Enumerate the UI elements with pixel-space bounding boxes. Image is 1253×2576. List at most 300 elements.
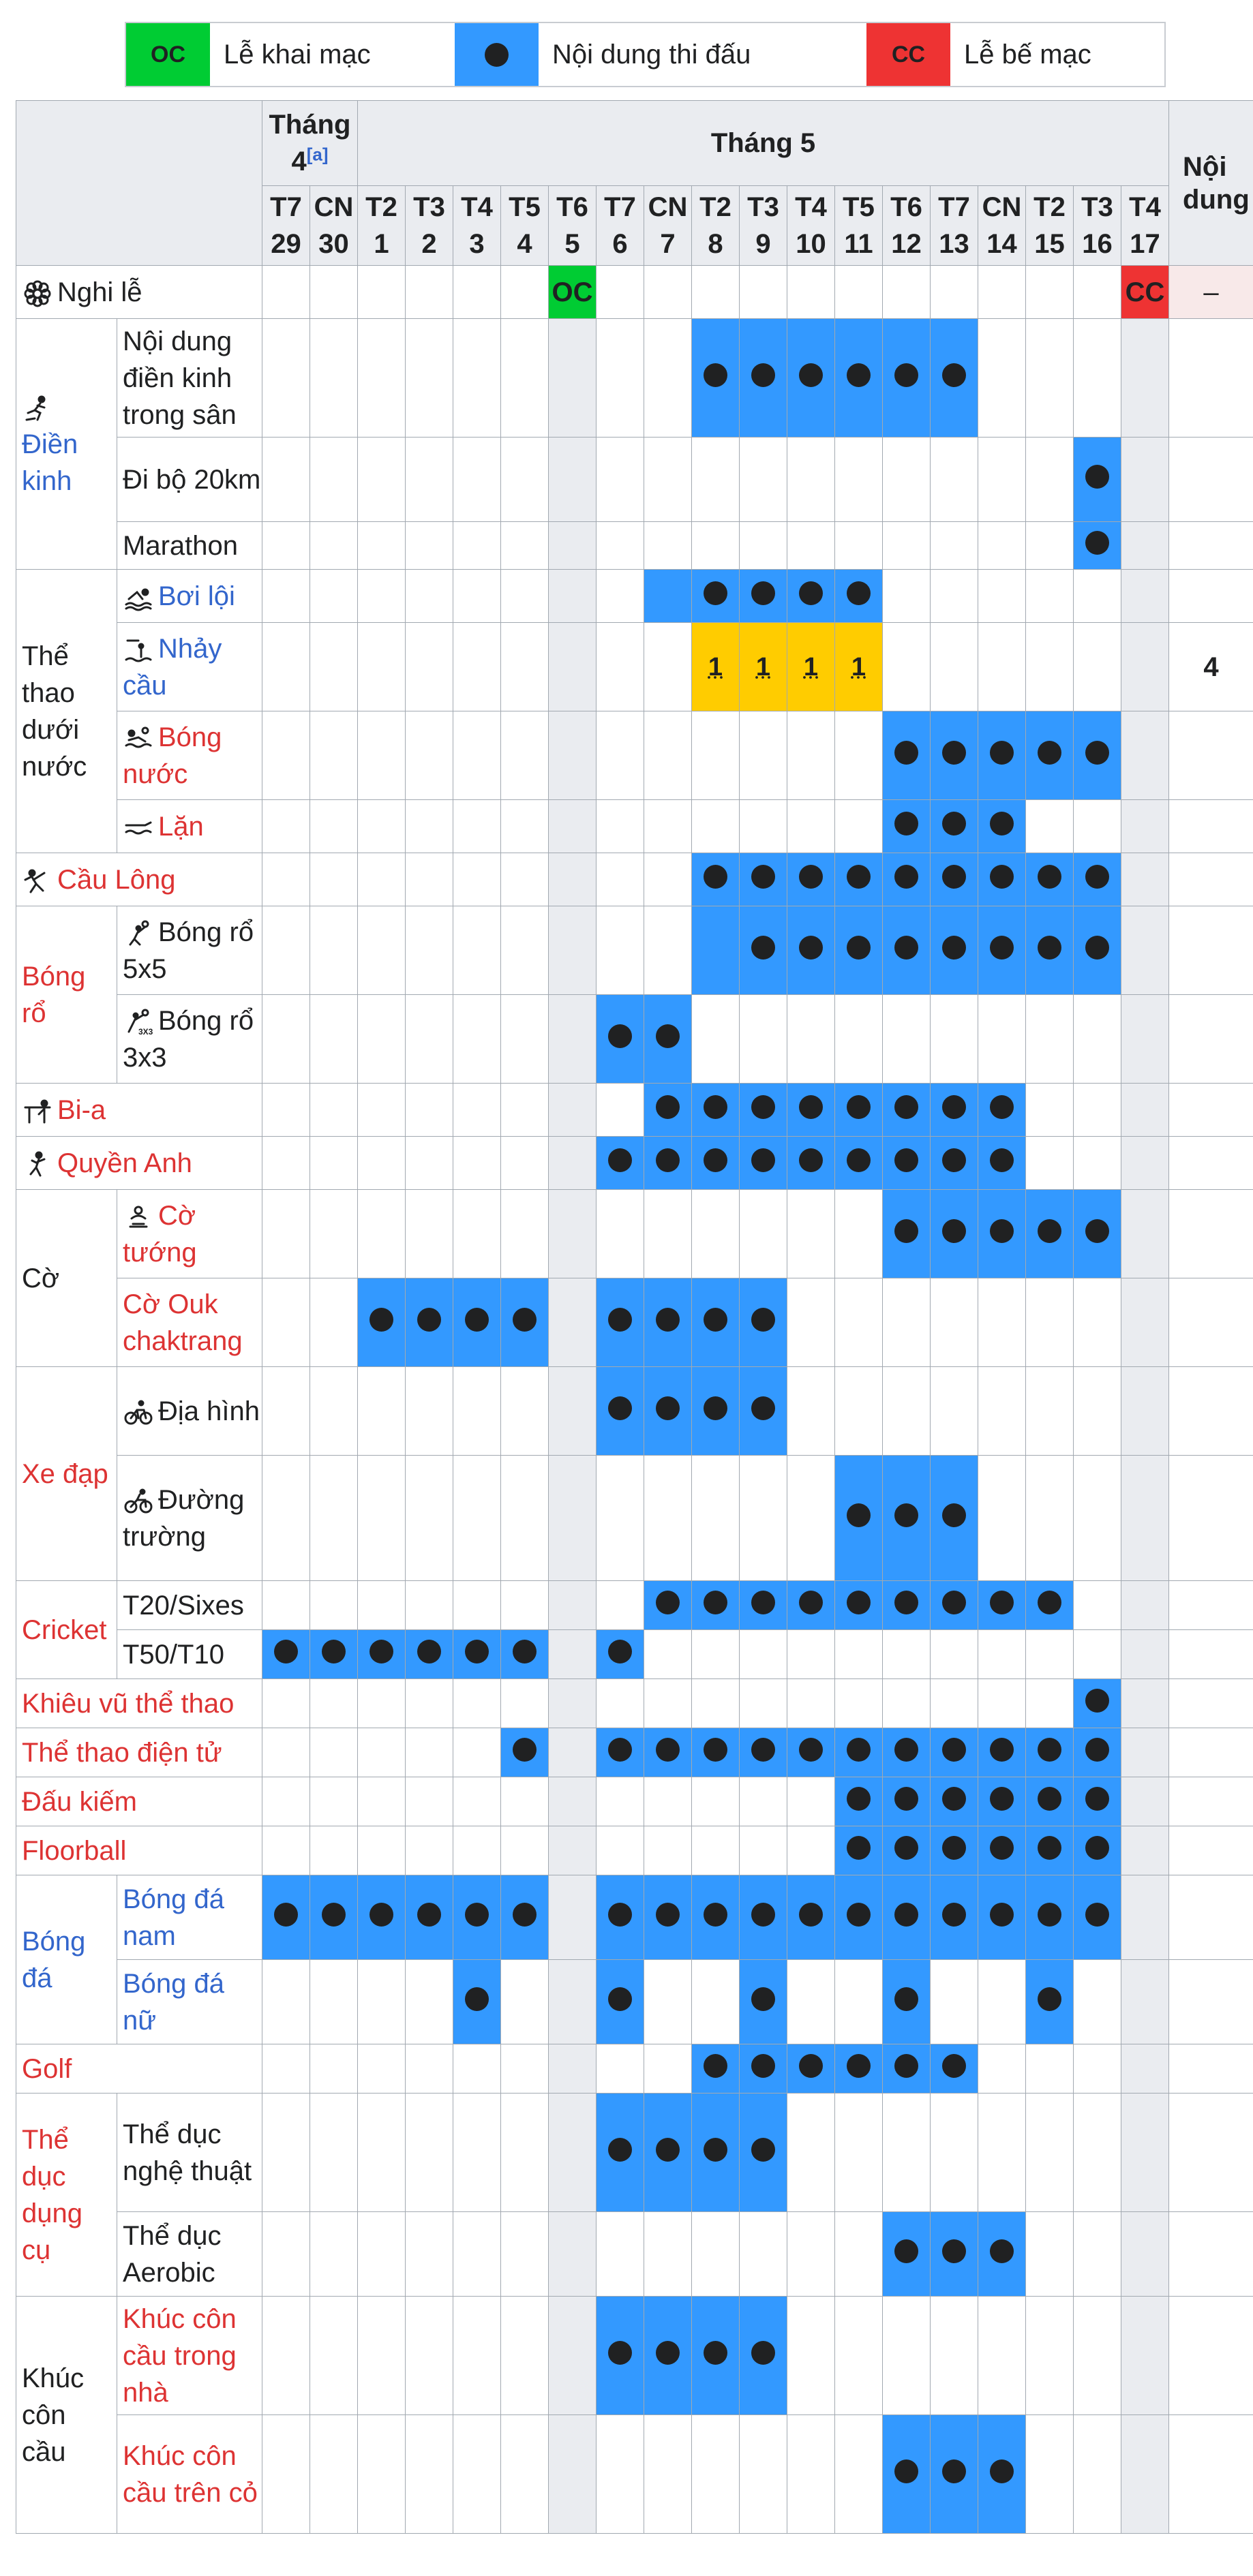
day-header <box>406 186 453 266</box>
schedule-cell <box>501 1190 549 1278</box>
discipline-label[interactable]: Cờ Ouk chaktrang <box>123 1289 243 1356</box>
discipline[interactable] <box>117 1960 262 2044</box>
schedule-cell <box>1074 1137 1121 1190</box>
dot-icon <box>942 812 966 835</box>
dot-icon <box>894 2459 918 2483</box>
schedule-cell <box>310 319 358 438</box>
dot-icon <box>990 2239 1014 2263</box>
schedule-cell <box>931 522 978 570</box>
event-day-cell <box>931 2212 978 2297</box>
event-day-cell <box>740 1728 787 1777</box>
discipline-label: Thể dục Aerobic <box>123 2220 222 2288</box>
day-header <box>1026 186 1074 266</box>
dot-icon <box>465 1987 489 2011</box>
schedule-cell <box>549 1084 597 1137</box>
schedule-cell <box>740 1190 787 1278</box>
dot-icon <box>322 1903 346 1927</box>
schedule-cell <box>262 1278 310 1367</box>
schedule-cell <box>1121 1278 1169 1367</box>
sport-category[interactable] <box>16 906 117 1084</box>
schedule-cell <box>310 711 358 800</box>
schedule-cell <box>787 995 835 1084</box>
dot-icon <box>847 1095 871 1119</box>
event-day-cell <box>883 1875 931 1960</box>
schedule-cell <box>978 1367 1026 1456</box>
table-row <box>16 438 1253 522</box>
schedule-cell <box>740 266 787 319</box>
schedule-cell <box>1121 623 1169 711</box>
schedule-cell <box>310 1367 358 1456</box>
dot-icon <box>942 741 966 765</box>
sport-category-label[interactable]: Thể thao điện tử <box>22 1737 222 1768</box>
table-row <box>16 711 1253 800</box>
schedule-cell <box>262 1581 310 1630</box>
xiangqi-icon <box>123 1203 154 1231</box>
day-number: 9 <box>755 229 771 259</box>
dot-icon <box>942 1836 966 1860</box>
dot-icon <box>990 1738 1014 1762</box>
sport-category-label[interactable]: Điền kinh <box>22 429 78 496</box>
schedule-cell <box>501 623 549 711</box>
table-row <box>16 2297 1253 2415</box>
finswimming-icon <box>123 814 154 842</box>
table-row <box>16 1190 1253 1278</box>
schedule-cell <box>787 1777 835 1826</box>
event-day-cell <box>740 1137 787 1190</box>
sport-category[interactable] <box>16 1367 117 1581</box>
discipline-label[interactable]: Cờ tướng <box>123 1200 197 1268</box>
schedule-cell <box>262 1960 310 2044</box>
event-day-cell <box>835 1137 883 1190</box>
event-day-cell <box>883 711 931 800</box>
dot-icon <box>847 1836 871 1860</box>
schedule-cell <box>835 2415 883 2534</box>
day-of-week: T4 <box>461 192 493 222</box>
event-day-cell <box>1026 1826 1074 1875</box>
schedule-cell <box>931 2094 978 2212</box>
day-of-week: T7 <box>938 192 970 222</box>
schedule-cell <box>644 319 692 438</box>
event-day-cell <box>1074 906 1121 995</box>
sport-category-label: Cờ <box>22 1263 60 1293</box>
discipline-label: Địa hình <box>158 1396 260 1426</box>
sport-category-label[interactable]: Cricket <box>22 1614 107 1645</box>
schedule-cell <box>787 1278 835 1367</box>
event-day-cell <box>835 1875 883 1960</box>
dot-icon <box>894 1591 918 1614</box>
sport-category-label[interactable]: Thể dục dụng cụ <box>22 2124 82 2265</box>
discipline-label[interactable]: Nhảy cầu <box>123 633 222 701</box>
event-day-cell <box>692 1084 740 1137</box>
event-day-cell <box>931 1084 978 1137</box>
schedule-cell <box>549 1875 597 1960</box>
event-day-cell <box>597 1960 644 2044</box>
dot-icon <box>369 1308 393 1332</box>
cell-label[interactable]: 1 <box>803 653 819 681</box>
schedule-cell <box>501 2415 549 2534</box>
schedule-cell <box>1074 570 1121 623</box>
discipline[interactable] <box>117 1190 262 1278</box>
schedule-cell <box>931 266 978 319</box>
event-day-cell <box>883 2415 931 2534</box>
sport-category[interactable] <box>16 1137 262 1190</box>
discipline[interactable] <box>117 2415 262 2534</box>
sport-category[interactable] <box>16 1084 262 1137</box>
schedule-cell <box>1026 2212 1074 2297</box>
event-day-cell <box>644 1084 692 1137</box>
schedule-cell <box>1121 2297 1169 2415</box>
events-count-cell <box>1169 1084 1253 1137</box>
sport-category-label[interactable]: Floorball <box>22 1835 127 1866</box>
schedule-cell <box>310 2212 358 2297</box>
schedule-cell <box>453 266 501 319</box>
schedule-cell <box>406 853 453 906</box>
day-of-week: T5 <box>843 192 875 222</box>
schedule-cell <box>262 522 310 570</box>
schedule-cell <box>406 1728 453 1777</box>
schedule-cell <box>978 438 1026 522</box>
discipline-label[interactable]: Bóng nước <box>123 722 222 789</box>
schedule-cell <box>1121 1190 1169 1278</box>
event-day-cell <box>978 853 1026 906</box>
event-day-cell <box>931 319 978 438</box>
dot-icon <box>751 1095 775 1119</box>
event-day-cell <box>835 1777 883 1826</box>
sport-category-label[interactable]: Quyền Anh <box>57 1148 192 1178</box>
event-day-cell <box>597 1875 644 1960</box>
dot-icon <box>704 2138 727 2162</box>
schedule-cell <box>692 1679 740 1728</box>
day-of-week: T2 <box>699 192 731 222</box>
discipline-label[interactable]: Lặn <box>158 811 204 842</box>
event-day-cell <box>883 1190 931 1278</box>
sport-category <box>16 266 262 319</box>
event-day-cell <box>835 1581 883 1630</box>
dot-icon <box>656 2138 680 2162</box>
schedule-cell <box>406 266 453 319</box>
schedule-cell <box>835 522 883 570</box>
schedule-cell <box>1026 522 1074 570</box>
events-count: 4 <box>1203 651 1219 682</box>
discipline[interactable] <box>117 711 262 800</box>
cell-label[interactable]: 1 <box>755 653 771 681</box>
sport-category[interactable] <box>16 2044 262 2094</box>
discipline-label[interactable]: Khúc côn cầu trên cỏ <box>123 2440 258 2508</box>
event-day-cell <box>740 319 787 438</box>
event-day-cell <box>883 1581 931 1630</box>
schedule-cell <box>835 1367 883 1456</box>
day-header <box>549 186 597 266</box>
sport-category[interactable] <box>16 319 117 570</box>
sport-category[interactable] <box>16 1777 262 1826</box>
discipline-label: Bóng rổ 5x5 <box>123 917 254 984</box>
dot-icon <box>942 2239 966 2263</box>
sport-category-label[interactable]: Golf <box>22 2053 72 2084</box>
schedule-cell <box>358 800 406 853</box>
discipline-label[interactable]: Bóng đá nam <box>123 1884 225 1951</box>
schedule-cell <box>1074 1367 1121 1456</box>
day-header <box>597 186 644 266</box>
event-day-cell <box>358 1278 406 1367</box>
dot-icon <box>465 1903 489 1927</box>
schedule-cell <box>1121 1679 1169 1728</box>
water-polo-icon <box>123 725 154 752</box>
sport-category[interactable] <box>16 853 262 906</box>
dot-icon <box>1085 1787 1109 1811</box>
schedule-cell <box>835 266 883 319</box>
dot-icon <box>656 1024 680 1048</box>
schedule-cell <box>310 800 358 853</box>
sport-category-label[interactable]: Bi-a <box>57 1094 106 1125</box>
event-day-cell <box>406 1875 453 1960</box>
schedule-cell <box>1121 711 1169 800</box>
schedule-cell <box>262 1777 310 1826</box>
dot-icon <box>799 1148 823 1172</box>
schedule-cell <box>501 1581 549 1630</box>
table-row <box>16 853 1253 906</box>
schedule-cell <box>549 1728 597 1777</box>
event-day-cell <box>835 319 883 438</box>
schedule-cell <box>262 800 310 853</box>
schedule-cell <box>931 1630 978 1679</box>
discipline[interactable] <box>117 1875 262 1960</box>
event-day-cell <box>1074 853 1121 906</box>
events-count-cell <box>1169 800 1253 853</box>
schedule-cell <box>406 2415 453 2534</box>
dot-icon <box>608 1396 632 1420</box>
discipline-label[interactable]: Bơi lội <box>158 581 235 611</box>
event-day-cell <box>931 2415 978 2534</box>
schedule-cell <box>835 711 883 800</box>
sport-category-label[interactable]: Cầu Lông <box>57 864 176 895</box>
schedule-cell <box>740 995 787 1084</box>
discipline[interactable] <box>117 623 262 711</box>
schedule-cell <box>453 1777 501 1826</box>
dot-icon <box>704 581 727 605</box>
discipline-label[interactable]: Khúc côn cầu trong nhà <box>123 2303 237 2408</box>
event-day-cell <box>597 995 644 1084</box>
day-of-week: T3 <box>747 192 779 222</box>
sport-category[interactable] <box>16 1875 117 2044</box>
schedule-cell <box>692 1630 740 1679</box>
schedule-cell <box>310 1278 358 1367</box>
table-row <box>16 266 1253 319</box>
discipline-label[interactable]: Bóng đá nữ <box>123 1968 225 2036</box>
schedule-cell <box>453 319 501 438</box>
dot-icon <box>847 1738 871 1762</box>
discipline[interactable] <box>117 2297 262 2415</box>
table-row <box>16 2044 1253 2094</box>
table-row <box>16 906 1253 995</box>
event-day-cell <box>978 1137 1026 1190</box>
sport-category-label[interactable]: Khiêu vũ thể thao <box>22 1688 235 1719</box>
dot-icon <box>465 1308 489 1332</box>
dot-icon <box>847 1591 871 1614</box>
dot-icon <box>656 1591 680 1614</box>
event-day-cell <box>1026 853 1074 906</box>
schedule-cell <box>501 1084 549 1137</box>
table-row <box>16 800 1253 853</box>
event-day-cell <box>644 1581 692 1630</box>
svg-text:3X3: 3X3 <box>138 1026 153 1036</box>
table-row <box>16 1630 1253 1679</box>
dot-icon <box>656 1095 680 1119</box>
event-day-cell <box>978 1777 1026 1826</box>
schedule-cell <box>310 2297 358 2415</box>
event-day-cell <box>310 1630 358 1679</box>
schedule-cell <box>1121 319 1169 438</box>
schedule-cell <box>787 711 835 800</box>
event-day-cell <box>787 2044 835 2094</box>
event-day-cell <box>692 2044 740 2094</box>
schedule-cell <box>978 1960 1026 2044</box>
schedule-cell <box>453 2297 501 2415</box>
schedule-cell <box>1121 995 1169 1084</box>
schedule-cell <box>644 1826 692 1875</box>
sport-category-label[interactable]: Bóng rổ <box>22 961 86 1028</box>
table-row <box>16 1826 1253 1875</box>
schedule-cell <box>787 1960 835 2044</box>
sport-category-label[interactable]: Xe đạp <box>22 1458 108 1489</box>
sport-category[interactable] <box>16 1581 117 1679</box>
schedule-cell <box>262 995 310 1084</box>
dot-icon <box>513 1738 537 1762</box>
sport-category-label[interactable]: Đấu kiếm <box>22 1786 137 1817</box>
event-day-cell <box>740 2094 787 2212</box>
schedule-cell <box>358 711 406 800</box>
dot-icon <box>1038 936 1061 960</box>
dot-icon <box>942 1591 966 1614</box>
event-day-cell <box>310 1875 358 1960</box>
schedule-cell <box>262 853 310 906</box>
cell-label[interactable]: 1 <box>851 653 866 681</box>
discipline[interactable] <box>117 570 262 623</box>
footnote-a-link[interactable]: [a] <box>306 144 329 165</box>
event-day-cell <box>978 711 1026 800</box>
dot-icon <box>704 363 727 387</box>
event-day-cell <box>740 1367 787 1456</box>
schedule-cell <box>453 570 501 623</box>
event-day-cell <box>644 570 692 623</box>
event-day-cell <box>644 1278 692 1367</box>
schedule-cell <box>692 266 740 319</box>
schedule-cell <box>549 2212 597 2297</box>
event-day-cell <box>883 1960 931 2044</box>
dot-icon <box>751 2054 775 2078</box>
sport-category-label[interactable]: Bóng đá <box>22 1926 86 1993</box>
schedule-cell <box>1121 853 1169 906</box>
discipline <box>117 2212 262 2297</box>
event-day-cell <box>740 853 787 906</box>
legend-closing-label: Lễ bế mạc <box>964 39 1091 70</box>
dot-icon <box>751 1396 775 1420</box>
mtb-icon <box>123 1399 154 1426</box>
basketball-icon <box>123 920 154 947</box>
discipline[interactable] <box>117 1278 262 1367</box>
schedule-cell <box>501 906 549 995</box>
event-day-cell <box>1074 1777 1121 1826</box>
dot-icon <box>417 1640 441 1663</box>
schedule-cell <box>740 2212 787 2297</box>
event-day-cell <box>931 1875 978 1960</box>
schedule-cell <box>549 2297 597 2415</box>
schedule-cell <box>501 711 549 800</box>
schedule-cell <box>549 906 597 995</box>
schedule-cell <box>549 1190 597 1278</box>
event-day-cell <box>787 1137 835 1190</box>
schedule-cell <box>262 438 310 522</box>
legend-event-label: Nội dung thi đấu <box>552 39 751 70</box>
event-day-cell <box>787 906 835 995</box>
dot-icon <box>751 1308 775 1332</box>
schedule-cell <box>883 438 931 522</box>
schedule-cell <box>549 1826 597 1875</box>
schedule-cell <box>406 438 453 522</box>
dot-icon <box>369 1903 393 1927</box>
cell-label[interactable]: 1 <box>708 653 723 681</box>
dot-icon <box>799 865 823 889</box>
event-day-cell <box>931 1728 978 1777</box>
discipline-label: Đường trường <box>123 1484 245 1552</box>
dot-icon <box>1085 1689 1109 1713</box>
table-row <box>16 995 1253 1084</box>
schedule-cell <box>549 1777 597 1826</box>
schedule-cell <box>310 2044 358 2094</box>
day-of-week: T5 <box>509 192 541 222</box>
dot-icon <box>847 865 871 889</box>
schedule-cell <box>549 2044 597 2094</box>
events-count-cell <box>1169 1960 1253 2044</box>
table-row <box>16 1084 1253 1137</box>
discipline[interactable] <box>117 800 262 853</box>
event-day-cell <box>978 2212 1026 2297</box>
sport-category[interactable] <box>16 1728 262 1777</box>
dot-icon <box>1085 1219 1109 1243</box>
schedule-cell <box>262 319 310 438</box>
dot-icon <box>274 1903 298 1927</box>
schedule-cell <box>453 1137 501 1190</box>
schedule-cell <box>453 995 501 1084</box>
schedule-cell <box>310 2415 358 2534</box>
dot-icon <box>751 865 775 889</box>
dot-icon <box>1038 1591 1061 1614</box>
schedule-cell <box>406 570 453 623</box>
dot-icon <box>513 1308 537 1332</box>
discipline <box>117 1581 262 1630</box>
dot-icon <box>990 1219 1014 1243</box>
schedule-cell <box>358 570 406 623</box>
schedule-cell <box>787 1679 835 1728</box>
dot-icon <box>751 581 775 605</box>
sport-category-label: Khúc côn cầu <box>22 2363 85 2467</box>
event-day-cell <box>692 1367 740 1456</box>
dot-icon <box>656 1903 680 1927</box>
opening-ceremony-cell <box>549 266 597 319</box>
event-day-cell <box>740 2044 787 2094</box>
final-day-cell <box>787 623 835 711</box>
event-day-cell <box>787 1728 835 1777</box>
sport-category[interactable] <box>16 2094 117 2297</box>
event-day-cell <box>978 1084 1026 1137</box>
schedule-cell <box>310 1728 358 1777</box>
dot-icon <box>799 1903 823 1927</box>
table-row <box>16 2094 1253 2212</box>
sport-category[interactable] <box>16 1679 262 1728</box>
schedule-cell <box>406 711 453 800</box>
schedule-cell <box>262 1190 310 1278</box>
sport-category[interactable] <box>16 1826 262 1875</box>
dot-icon <box>894 2239 918 2263</box>
